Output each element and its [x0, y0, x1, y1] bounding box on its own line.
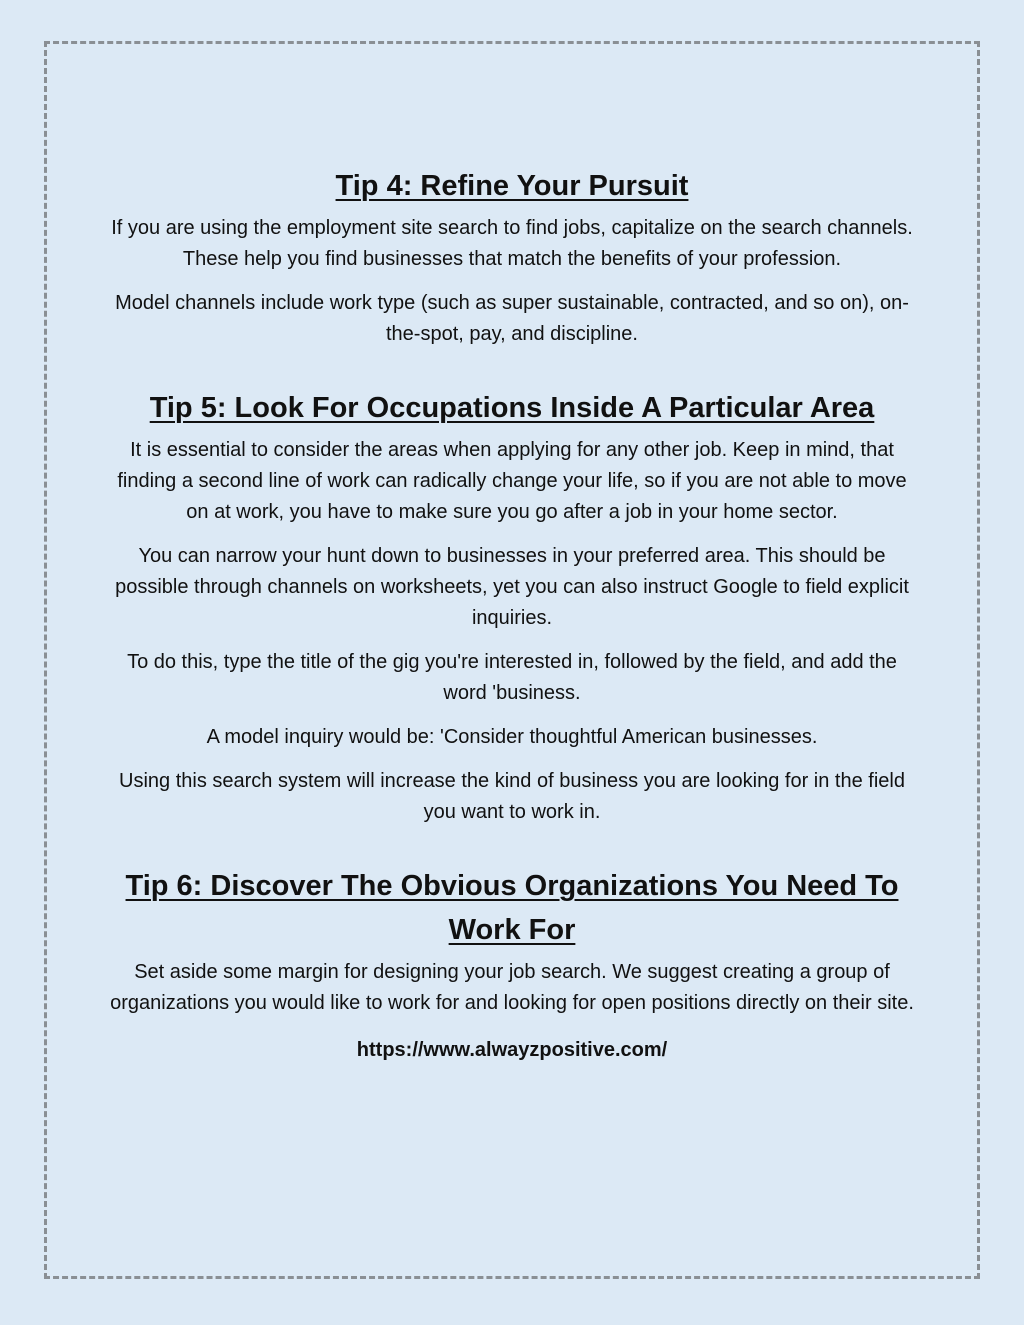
tip-6-heading: Tip 6: Discover The Obvious Organizations You Need To Work For [125, 870, 899, 946]
document-content [110, 164, 914, 1066]
tip-5-paragraph-2: You can narrow your hunt down to businesses in your preferred area. This should be possible through channels on worksheets, yet you can also instruct Google to field explicit inquiries. [115, 545, 909, 629]
tip-4-section [110, 164, 914, 350]
tip-4-heading: Tip 4: Refine Your Pursuit [335, 170, 689, 202]
tip-4-paragraph-1: If you are using the employment site search to find jobs, capitalize on the search channels. These help you find businesses that match the benefits of your profession. [111, 217, 913, 270]
tip-5-paragraph-4: A model inquiry would be: 'Consider thoughtful American businesses. [206, 726, 818, 748]
tip-5-section [110, 386, 914, 828]
tip-5-paragraph-1: It is essential to consider the areas when applying for any other job. Keep in mind, that finding a second line of work can radically change your life, so if you are not able to move on at work, you have to make sure you go after a job in your home sector. [117, 439, 907, 523]
tip-5-heading: Tip 5: Look For Occupations Inside A Particular Area [149, 392, 875, 424]
tip-6-section [110, 864, 914, 1019]
tip-6-paragraph-1: Set aside some margin for designing your job search. We suggest creating a group of organizations you would like to work for and looking for open positions directly on their site. [110, 961, 914, 1014]
tip-5-paragraph-3: To do this, type the title of the gig you're interested in, followed by the field, and add the word 'business. [127, 651, 897, 704]
tip-5-paragraph-5: Using this search system will increase the kind of business you are looking for in the field you want to work in. [119, 770, 905, 823]
footer-url-link[interactable]: https://www.alwayzpositive.com/ [356, 1039, 668, 1061]
tip-4-paragraph-2: Model channels include work type (such as super sustainable, contracted, and so on), on-the-spot, pay, and discipline. [115, 292, 909, 345]
